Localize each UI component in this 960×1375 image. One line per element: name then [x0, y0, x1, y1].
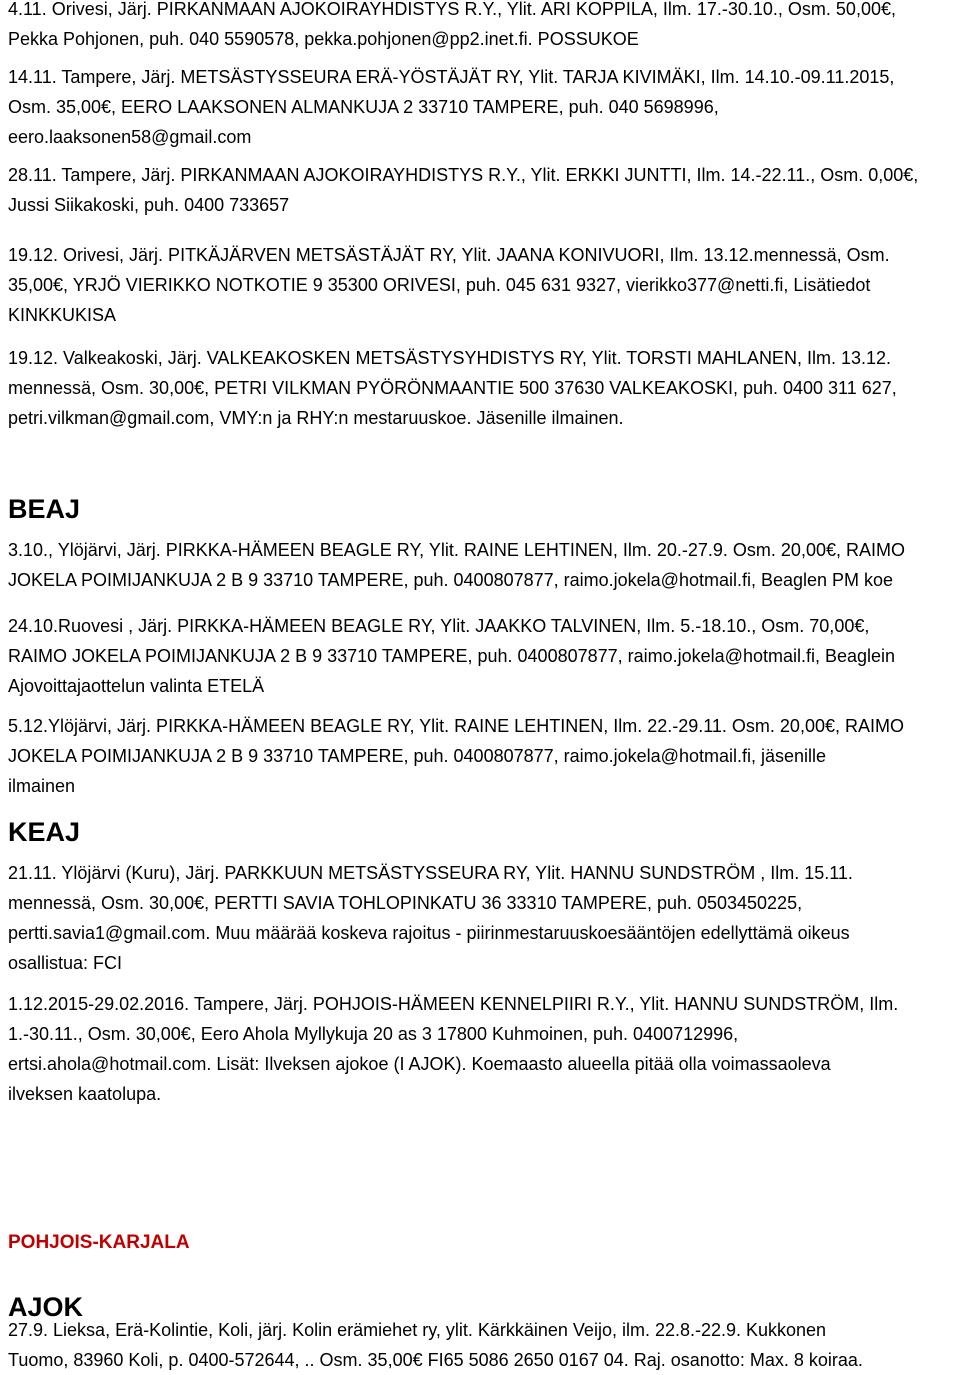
event-entry: 1.12.2015-29.02.2016. Tampere, Järj. POHJOIS-HÄMEEN KENNELPIIRI R.Y., Ylit. HANNU SUNDSTRÖM, Ilm. 1.-30.11., Osm. 30,00€, Eero Ahola Myllykuja 20 as 3 17800 Kuhmoinen, puh. 0400712996, ertsi.ahola@hotmail.com. Lisät: Ilveksen ajokoe (I AJOK). Koemaasto alueella pitää olla voimassaoleva ilveksen kaatolupa.: [8, 994, 899, 1104]
section-heading-keaj: KEAJ: [8, 817, 81, 847]
event-entry: 4.11. Orivesi, Järj. PIRKANMAAN AJOKOIRAYHDISTYS R.Y., Ylit. ARI KOPPILA, Ilm. 17.-30.10., Osm. 50,00€, Pekka Pohjonen, puh. 040 5590578, pekka.pohjonen@pp2.inet.fi. POSSUKOE: [8, 0, 896, 49]
event-entry: 21.11. Ylöjärvi (Kuru), Järj. PARKKUUN METSÄSTYSSEURA RY, Ylit. HANNU SUNDSTRÖM , Ilm. 15.11. mennessä, Osm. 30,00€, PERTTI SAVIA TOHLOPINKATU 36 33310 TAMPERE, puh. 0503450225, pertti.savia1@gmail.com. Muu määrää koskeva rajoitus - piirinmestaruuskoesääntöjen edellyttämä oikeus osallistua: FCI: [8, 863, 853, 973]
event-entry: 3.10., Ylöjärvi, Järj. PIRKKA-HÄMEEN BEAGLE RY, Ylit. RAINE LEHTINEN, Ilm. 20.-27.9. Osm. 20,00€, RAIMO JOKELA POIMIJANKUJA 2 B 9 33710 TAMPERE, puh. 0400807877, raimo.jokela@hotmail.fi, Beaglen PM koe: [8, 540, 905, 590]
event-entry: 19.12. Valkeakoski, Järj. VALKEAKOSKEN METSÄSTYSYHDISTYS RY, Ylit. TORSTI MAHLANEN, Ilm. 13.12. mennessä, Osm. 30,00€, PETRI VILKMAN PYÖRÖNMAANTIE 500 37630 VALKEAKOSKI, puh. 0400 311 627, petri.vilkman@gmail.com, VMY:n ja RHY:n mestaruuskoe. Jäsenille ilmainen.: [8, 348, 897, 428]
event-entry: 19.12. Orivesi, Järj. PITKÄJÄRVEN METSÄSTÄJÄT RY, Ylit. JAANA KONIVUORI, Ilm. 13.12.mennessä, Osm. 35,00€, YRJÖ VIERIKKO NOTKOTIE 9 35300 ORIVESI, puh. 045 631 9327, vierikko377@netti.fi, Lisätiedot KINKKUKISA: [8, 245, 890, 325]
event-entry: 5.12.Ylöjärvi, Järj. PIRKKA-HÄMEEN BEAGLE RY, Ylit. RAINE LEHTINEN, Ilm. 22.-29.11. Osm. 20,00€, RAIMO JOKELA POIMIJANKUJA 2 B 9 33710 TAMPERE, puh. 0400807877, raimo.jokela@hotmail.fi, jäsenille ilmainen: [8, 716, 904, 796]
section-heading-ajok: AJOK: [8, 1292, 84, 1322]
event-entry: 27.9. Lieksa, Erä-Kolintie, Koli, järj. Kolin erämiehet ry, ylit. Kärkkäinen Veijo, ilm. 22.8.-22.9. Kukkonen Tuomo, 83960 Koli, p. 0400-572644, .. Osm. 35,00€ FI65 5086 2650 0167 04. Raj. osanotto: Max. 8 koiraa.: [8, 1320, 863, 1370]
event-entry: 28.11. Tampere, Järj. PIRKANMAAN AJOKOIRAYHDISTYS R.Y., Ylit. ERKKI JUNTTI, Ilm. 14.-22.11., Osm. 0,00€, Jussi Siikakoski, puh. 0400 733657: [8, 165, 919, 215]
event-entry: 24.10.Ruovesi , Järj. PIRKKA-HÄMEEN BEAGLE RY, Ylit. JAAKKO TALVINEN, Ilm. 5.-18.10., Osm. 70,00€, RAIMO JOKELA POIMIJANKUJA 2 B 9 33710 TAMPERE, puh. 0400807877, raimo.jokela@hotmail.fi, Beaglein Ajovoittajaottelun valinta ETELÄ: [8, 616, 896, 696]
event-entry: 14.11. Tampere, Järj. METSÄSTYSSEURA ERÄ-YÖSTÄJÄT RY, Ylit. TARJA KIVIMÄKI, Ilm. 14.10.-09.11.2015, Osm. 35,00€, EERO LAAKSONEN ALMANKUJA 2 33710 TAMPERE, puh. 040 5698996, eero.laaksonen58@gmail.com: [8, 67, 895, 147]
section-heading-beaj: BEAJ: [8, 494, 81, 524]
region-heading: POHJOIS-KARJALA: [8, 1232, 190, 1253]
